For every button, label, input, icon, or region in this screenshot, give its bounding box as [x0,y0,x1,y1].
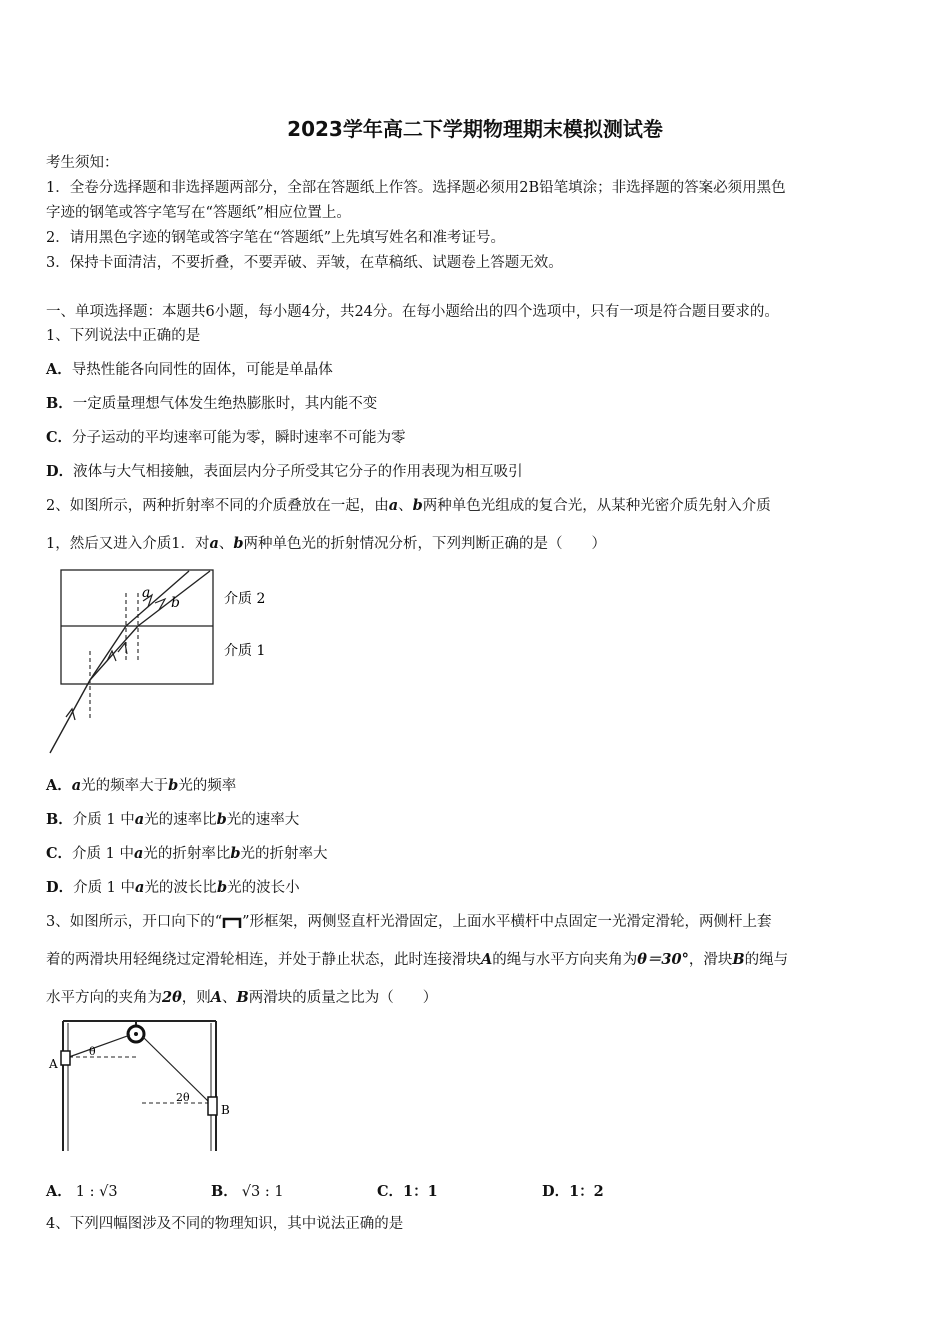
option-label: B． [46,395,73,412]
slider-a-label: A [49,1057,58,1071]
text: 介质 1 中 [72,846,134,862]
var-a: a [71,777,82,794]
text: 的绳与水平方向夹角为 [492,952,638,968]
text: 着的两滑块用轻绳绕过定滑轮相连，并处于静止状态，此时连接滑块 [46,952,481,968]
text: 、 [222,990,237,1006]
text: ”形框架，两侧竖直杆光滑固定，上面水平横杆中点固定一光滑定滑轮，两侧杆上套 [242,914,772,930]
var-a: a [134,845,144,862]
q3-option-b [211,1180,284,1201]
var-a: a [209,535,219,552]
text: 光的折射率比 [143,846,231,862]
var-b: b [216,811,227,828]
q3-option-d [542,1180,604,1201]
page-title: 2023学年高二下学期物理期末模拟测试卷 [287,117,663,141]
var-b: b [230,845,241,862]
medium-1-label: 介质 1 [224,643,266,659]
text: ，滑块 [688,952,733,968]
theta-label: θ [89,1045,96,1058]
text: 、 [398,498,413,514]
text: 光的速率大 [226,812,300,828]
option-label: C． [46,845,73,862]
q1-option-a [46,360,333,380]
notice-item-1: 1．全卷分选择题和非选择题两部分，全部在答题纸上作答。选择题必须用2B铅笔填涂；非选择题的答案必须用黑色 [46,180,786,196]
notice-item-2: 2．请用黑色字迹的钢笔或答字笔在“答题纸”上先填写姓名和准考证号。 [46,230,506,246]
refraction-diagram [44,563,284,758]
q2-option-c [46,844,328,864]
text: 光的频率大于 [81,778,169,794]
q2-option-a [46,776,236,796]
ray-a-label: a [142,585,151,601]
option-text: 分子运动的平均速率可能为零，瞬时速率不可能为零 [72,430,406,446]
text: 光的波长比 [144,880,217,896]
var-a: a [135,879,145,896]
arrow-icon [155,599,165,610]
text: 两种单色光组成的复合光，从某种光密介质先射入介质 [422,498,771,514]
slider-a [61,1051,70,1065]
rope-a [69,1035,130,1057]
option-label: A． [46,1183,72,1200]
q3-stem-line2 [46,950,788,970]
option-label: B． [46,811,73,828]
q3-stem-line3 [46,988,437,1008]
var-a: a [134,811,145,828]
notice-heading: 考生须知： [46,155,119,171]
incident-ray [50,680,90,753]
option-text: 液体与大气相接触，表面层内分子所受其它分子的作用表现为相互吸引 [73,464,523,480]
var-a: a [388,497,399,514]
section-heading: 一、单项选择题：本题共6小题，每小题4分，共24分。在每小题给出的四个选项中，只有一项是符合题目要求的。 [46,304,779,320]
slider-b [208,1097,217,1115]
ray-b-label: b [171,595,180,611]
q1-option-c [46,428,406,448]
ray-b-medium1 [90,626,138,680]
var-b: b [233,535,244,552]
var-b: b [168,777,179,794]
option-text: 1 : √3 [75,1184,118,1200]
option-label: A． [46,777,72,794]
q2-option-d [46,878,300,898]
q2-stem-line1 [46,496,771,516]
medium-2-label: 介质 2 [224,591,266,607]
q1-stem: 1、下列说法中正确的是 [46,328,201,344]
q2-option-b [46,810,299,830]
var-B: B [236,989,249,1006]
var-b: b [216,879,228,896]
q2-stem-line2 [46,534,606,554]
text: ，则 [181,990,211,1006]
var-b: b [412,497,423,514]
option-text: 1：1 [403,1183,438,1200]
ray-a-medium1 [90,626,126,680]
slider-b-label: B [221,1103,230,1117]
text: 3、如图所示，开口向下的“ [46,914,223,930]
q3-stem-line1 [46,912,772,932]
text: 1，然后又进入介质1．对 [46,536,210,552]
text: 两滑块的质量之比为（ ） [248,990,438,1006]
text: 介质 1 中 [73,880,136,896]
option-label: B． [211,1183,238,1200]
q1-option-b [46,394,377,414]
option-label: C． [46,429,73,446]
q3-option-a [46,1180,118,1201]
var-A: A [210,989,223,1006]
q1-option-d [46,462,523,482]
option-label: A． [46,361,72,378]
text: 光的频率 [178,778,237,794]
option-label: C． [377,1183,404,1200]
theta-value: θ＝30° [637,951,689,968]
two-theta-label: 2θ [176,1091,190,1104]
option-text: √3 : 1 [241,1184,284,1200]
option-label: D． [542,1183,570,1200]
pulley-axle [134,1032,138,1036]
text: 的绳与 [744,952,789,968]
text: 光的速率比 [144,812,217,828]
pulley-frame-diagram [44,1015,244,1155]
var-B: B [732,951,745,968]
text: 水平方向的夹角为 [46,990,162,1006]
option-text: 1：2 [569,1183,604,1200]
text: 光的波长小 [227,880,300,896]
text: 、 [218,536,234,552]
option-label: D． [46,463,74,480]
option-text: 导热性能各向同性的固体，可能是单晶体 [71,362,333,378]
var-A: A [481,951,493,968]
option-label: D． [46,879,74,896]
two-theta: 2θ [162,989,182,1006]
text: 2、如图所示，两种折射率不同的介质叠放在一起，由 [46,498,389,514]
option-text: 一定质量理想气体发生绝热膨胀时，其内能不变 [72,396,378,412]
notice-item-1-cont: 字迹的钢笔或答字笔写在“答题纸”相应位置上。 [46,205,351,221]
text: 两种单色光的折射情况分析，下列判断正确的是（ ） [243,536,606,552]
q3-option-c [377,1180,438,1201]
q4-stem: 4、下列四幅图涉及不同的物理知识，其中说法正确的是 [46,1216,404,1232]
notice-item-3: 3．保持卡面清洁，不要折叠，不要弄破、弄皱，在草稿纸、试题卷上答题无效。 [46,255,563,271]
text: 介质 1 中 [72,812,135,828]
text: 光的折射率大 [240,846,328,862]
frame-shape-icon [222,916,242,928]
